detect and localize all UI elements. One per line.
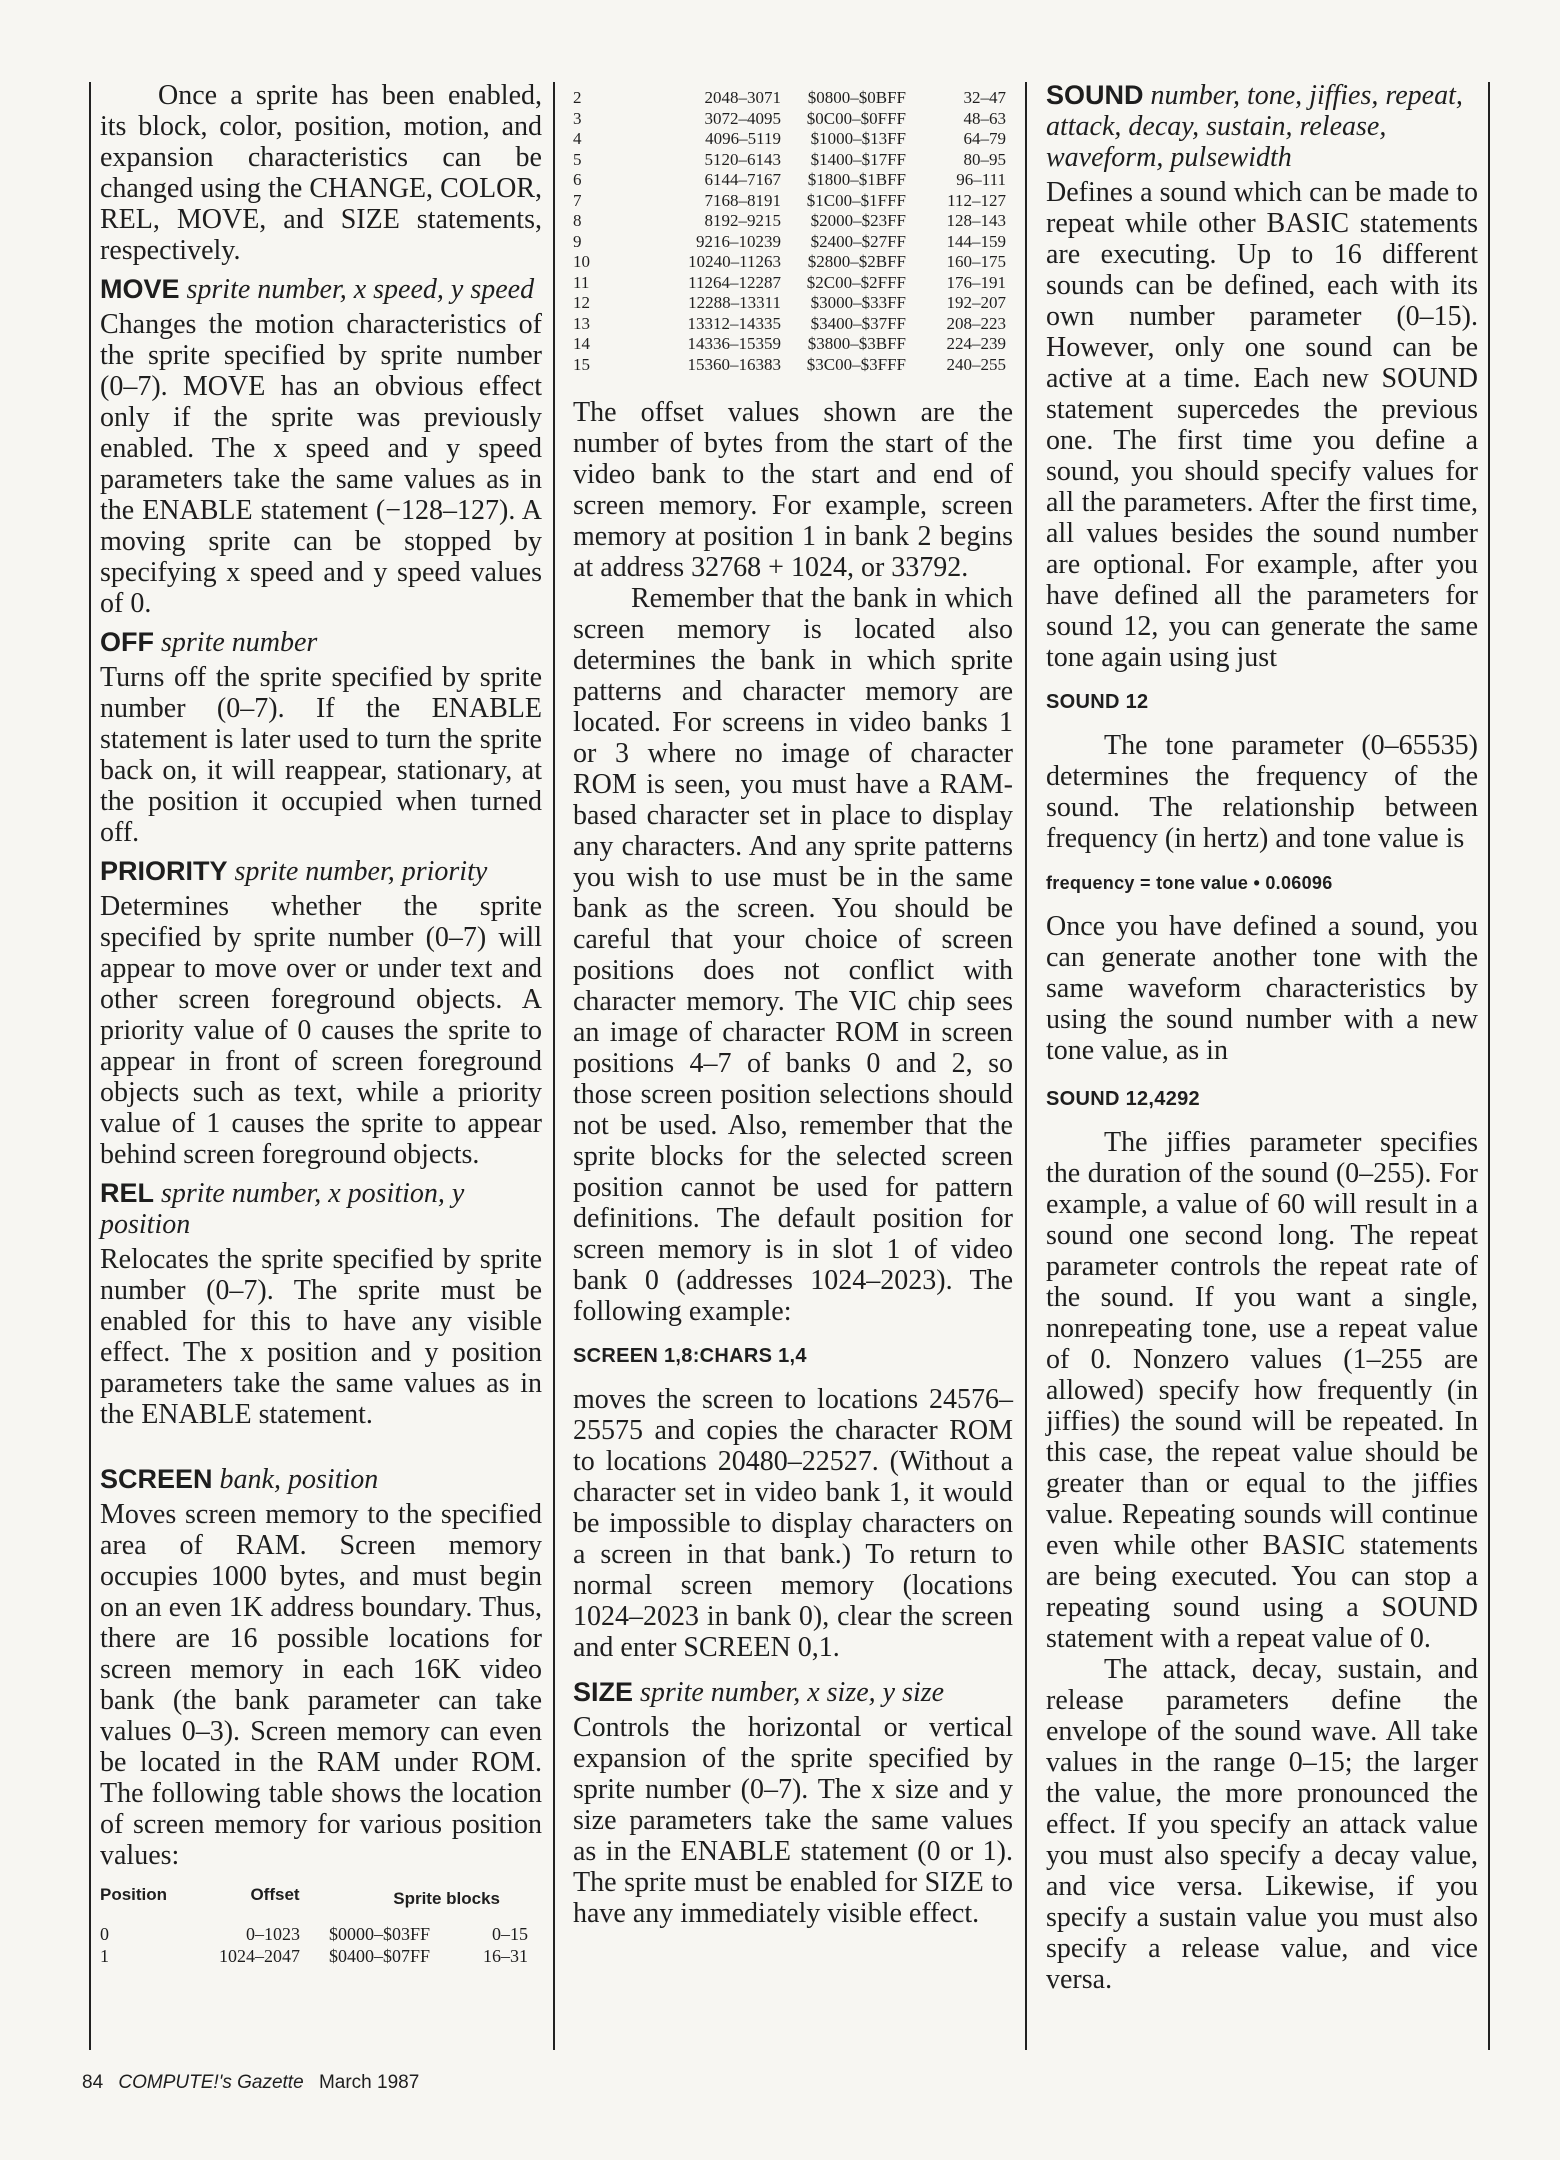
table-row [573,232,1013,253]
table-row [573,334,1013,355]
rel-keyword: REL [100,1178,154,1208]
sound-code-2: SOUND 12,4292 [1046,1088,1200,1110]
page-number: 84 [82,2072,104,2093]
cell-hex: $1C00–$1FFF [806,190,906,210]
table-row [573,314,1013,335]
intro-paragraph: Once a sprite has been enabled, its block, color, position, motion, and expansion characteristics can be changed using the CHANGE, COLOR, REL, MOVE, and SIZE statements, respectively. [100,80,542,266]
off-keyword: OFF [100,627,154,657]
cell-blocks: 176–191 [946,272,1006,292]
cell-hex: $3C00–$3FFF [806,354,906,374]
page-footer [82,2072,429,2094]
cell-position: 12 [573,293,590,312]
table-row [573,252,1013,273]
cell-blocks: 160–175 [946,252,1006,271]
cell-decimal: 4096–5119 [705,129,781,148]
cell-hex: $3800–$3BFF [807,334,906,353]
cell-hex: $1000–$13FF [810,129,906,148]
cell-decimal: 5120–6143 [704,149,781,169]
cell-blocks: 128–143 [946,211,1006,230]
cell-blocks: 96–111 [956,170,1006,189]
frequency-formula: frequency = tone value • 0.06096 [1046,873,1333,893]
sound-heading [1046,80,1478,173]
position-table-header [100,1885,542,1909]
cell-blocks: 240–255 [946,354,1006,374]
table-row [573,109,1013,130]
cell-decimal: 12288–13311 [688,293,781,312]
cell-blocks: 16–31 [483,1946,528,1966]
cell-position: 3 [573,108,582,128]
table-row [573,170,1013,191]
table-row [573,293,1013,314]
cell-position: 15 [573,354,590,374]
screen-heading [100,1464,542,1495]
cell-blocks: 80–95 [963,149,1006,169]
header-position: Position [100,1885,168,1904]
cell-position: 6 [573,170,582,189]
position-table [100,1885,542,1967]
tone-paragraph: The tone parameter (0–65535) determines the frequency of the sound. The relationship between frequency (in hertz) and tone value is [1046,730,1478,854]
sound-keyword: SOUND [1046,80,1144,110]
sound-paragraph: Defines a sound which can be made to repeat while other BASIC statements are executing. Up to 16 different sounds can be defined, each with its own number parameter (0–15). However, only one sound can be active at a time. Each new SOUND statement supercedes the previous one. The first time you define a sound, you should specify values for all the parameters. After the first time, all values besides the sound number are optional. For example, after you have defined all the parameters for sound 12, you can generate the same tone again using just [1046,177,1478,673]
cell-decimal: 15360–16383 [687,354,781,374]
cell-blocks: 112–127 [947,190,1006,210]
priority-heading [100,856,542,887]
priority-keyword: PRIORITY [100,856,228,886]
jiffies-paragraph: The jiffies parameter specifies the duration of the sound (0–255). For example, a value of 60 will result in a sound one second long. The repeat parameter controls the repeat rate of the sound. If you want a single, nonrepeating tone, use a repeat value of 0. Nonzero values (1–255 are allowed) specify how frequently (in jiffies) the sound will be repeated. In this case, the repeat value should be greater than or equal to the jiffies value. Repeating sounds will continue even while other BASIC statements are being executed. You can stop a repeating sound using a SOUND statement with a repeat value of 0. [1046,1127,1478,1654]
cell-hex: $0C00–$0FFF [806,108,906,128]
table-row [100,1923,542,1945]
cell-position: 4 [573,129,582,148]
cell-blocks: 144–159 [946,231,1006,251]
column-2 [573,88,1013,1929]
column-rule-middle [553,82,555,2050]
cell-decimal: 9216–10239 [696,231,781,251]
remember-paragraph: Remember that the bank in which screen memory is located also determines the bank in which sprite patterns and character memory are located. For screens in video banks 1 or 3 where no image of character ROM is seen, you must have a RAM-based character set in place to display any characters. And any sprite patterns you wish to use must be in the same bank as the screen. You should be careful that your choice of screen positions does not conflict with character memory. The VIC chip sees an image of character ROM in screen positions 4–7 of banks 0 and 2, so those screen position selections should not be used. Also, remember that the sprite blocks for the selected screen position cannot be used for pattern definitions. The default position for screen memory is in slot 1 of video bank 0 (addresses 1024–2023). The following example: [573,583,1013,1327]
cell-hex: $2000–$23FF [810,211,906,230]
cell-hex: $0000–$03FF [328,1924,430,1944]
cell-decimal: 6144–7167 [704,170,781,189]
cell-hex: $2800–$2BFF [807,252,906,271]
cell-hex: $2C00–$2FFF [806,272,906,292]
cell-decimal: 2048–3071 [704,88,781,107]
table-row [573,191,1013,212]
offset-paragraph: The offset values shown are the number of bytes from the start of the video bank to the start and end of screen memory. For example, screen memory at position 1 in bank 2 begins at address 32768 + 1024, or 33792. [573,397,1013,583]
table-row [573,88,1013,109]
cell-decimal: 14336–15359 [687,334,781,353]
rel-args: sprite number, x position, y position [100,1178,465,1240]
cell-hex: $2400–$27FF [810,231,906,251]
cell-decimal: 0–1023 [246,1924,300,1944]
cell-hex: $3000–$33FF [810,293,906,312]
cell-blocks: 64–79 [963,129,1006,148]
rel-paragraph: Relocates the sprite specified by sprite number (0–7). The sprite must be enabled for this to have any visible effect. The x position and y position parameters take the same values as in the ENABLE statement. [100,1244,542,1430]
cell-blocks: 224–239 [946,334,1006,353]
off-args: sprite number [161,627,318,658]
sound-args: number, tone, jiffies, repeat, attack, decay, sustain, release, waveform, pulsewidth [1046,80,1463,173]
position-table-continued [573,88,1013,375]
off-heading [100,627,542,658]
cell-hex: $3400–$37FF [810,313,906,333]
cell-position: 13 [573,313,590,333]
size-args: sprite number, x size, y size [640,1677,945,1708]
cell-position: 2 [573,88,582,107]
cell-position: 0 [100,1924,109,1944]
cell-hex: $1400–$17FF [810,149,906,169]
table-row [100,1945,542,1967]
screen-keyword: SCREEN [100,1464,213,1494]
issue-date: March 1987 [318,2072,420,2093]
cell-position: 10 [573,252,590,271]
size-keyword: SIZE [573,1677,634,1707]
example-code: SCREEN 1,8:CHARS 1,4 [573,1345,807,1367]
size-heading [573,1677,1013,1708]
cell-decimal: 11264–12287 [688,272,781,292]
screen-args: bank, position [219,1464,379,1495]
cell-blocks: 48–63 [963,108,1006,128]
cell-hex: $0400–$07FF [328,1946,430,1966]
table-row [573,129,1013,150]
cell-position: 5 [573,149,582,169]
cell-hex: $0800–$0BFF [807,88,906,107]
priority-paragraph: Determines whether the sprite specified by sprite number (0–7) will appear to move over or under text and other screen foreground objects. A priority value of 0 causes the sprite to appear in front of screen foreground objects such as text, while a priority value of 1 causes the sprite to appear behind screen foreground objects. [100,891,542,1170]
cell-position: 7 [573,190,582,210]
rel-heading [100,1178,542,1240]
cell-position: 11 [573,272,590,292]
move-keyword: MOVE [100,274,180,304]
off-paragraph: Turns off the sprite specified by sprite number (0–7). If the ENABLE statement is later used to turn the sprite back on, it will reappear, stationary, at the position it occupied when turned off. [100,662,542,848]
cell-decimal: 8192–9215 [704,211,781,230]
header-sprite-blocks: Sprite blocks [393,1889,500,1908]
move-args: sprite number, x speed, y speed [186,274,535,305]
table-row [573,211,1013,232]
cell-position: 14 [573,334,590,353]
cell-blocks: 0–15 [492,1924,528,1944]
cell-decimal: 7168–8191 [704,190,781,210]
cell-blocks: 32–47 [963,88,1006,107]
magazine-name: COMPUTE!'s Gazette [118,2072,304,2093]
moves-paragraph: moves the screen to locations 24576–25575 and copies the character ROM to locations 20480–22527. (Without a character set in video bank 1, it would be impossible to display characters on a screen in that bank.) To return to normal screen memory (locations 1024–2023 in bank 0), clear the screen and enter SCREEN 0,1. [573,1384,1013,1663]
column-1 [100,80,542,1967]
attack-paragraph: The attack, decay, sustain, and release parameters define the envelope of the sound wave. All take values in the range 0–15; the larger the value, the more pronounced the effect. If you specify an attack value you must also specify a decay value, and vice versa. Likewise, if you specify a sustain value you must also specify a release value, and vice versa. [1046,1654,1478,1995]
cell-decimal: 10240–11263 [688,252,781,271]
cell-blocks: 192–207 [946,293,1006,312]
column-rule-right [1025,82,1027,2050]
move-heading [100,274,542,305]
priority-args: sprite number, priority [234,856,488,887]
cell-blocks: 208–223 [946,313,1006,333]
table-row [573,150,1013,171]
column-rule-left [89,82,91,2050]
cell-hex: $1800–$1BFF [807,170,906,189]
header-offset: Offset [250,1885,300,1904]
screen-paragraph: Moves screen memory to the specified area of RAM. Screen memory occupies 1000 bytes, and must begin on an even 1K address boundary. Thus, there are 16 possible locations for screen memory in each 16K video bank (the bank parameter can take values 0–3). Screen memory can even be located in the RAM under ROM. The following table shows the location of screen memory for various position values: [100,1499,542,1871]
cell-position: 8 [573,211,582,230]
move-paragraph: Changes the motion characteristics of the sprite specified by sprite number (0–7). MOVE has an obvious effect only if the sprite was previously enabled. The x speed and y speed parameters take the same values as in the ENABLE statement (−128–127). A moving sprite can be stopped by specifying x speed and y speed values of 0. [100,309,542,619]
column-rule-far-right [1488,82,1490,2050]
size-paragraph: Controls the horizontal or vertical expansion of the sprite specified by sprite number (0–7). The x size and y size parameters take the same values as in the ENABLE statement (0 or 1). The sprite must be enabled for SIZE to have any immediately visible effect. [573,1712,1013,1929]
sound-code-1: SOUND 12 [1046,691,1149,713]
cell-position: 9 [573,231,582,251]
cell-decimal: 1024–2047 [219,1946,300,1966]
cell-decimal: 13312–14335 [687,313,781,333]
once-paragraph: Once you have defined a sound, you can generate another tone with the same waveform characteristics by using the sound number with a new tone value, as in [1046,911,1478,1066]
cell-decimal: 3072–4095 [704,108,781,128]
cell-position: 1 [100,1946,109,1966]
table-row [573,355,1013,376]
table-row [573,273,1013,294]
column-3 [1046,80,1478,1995]
